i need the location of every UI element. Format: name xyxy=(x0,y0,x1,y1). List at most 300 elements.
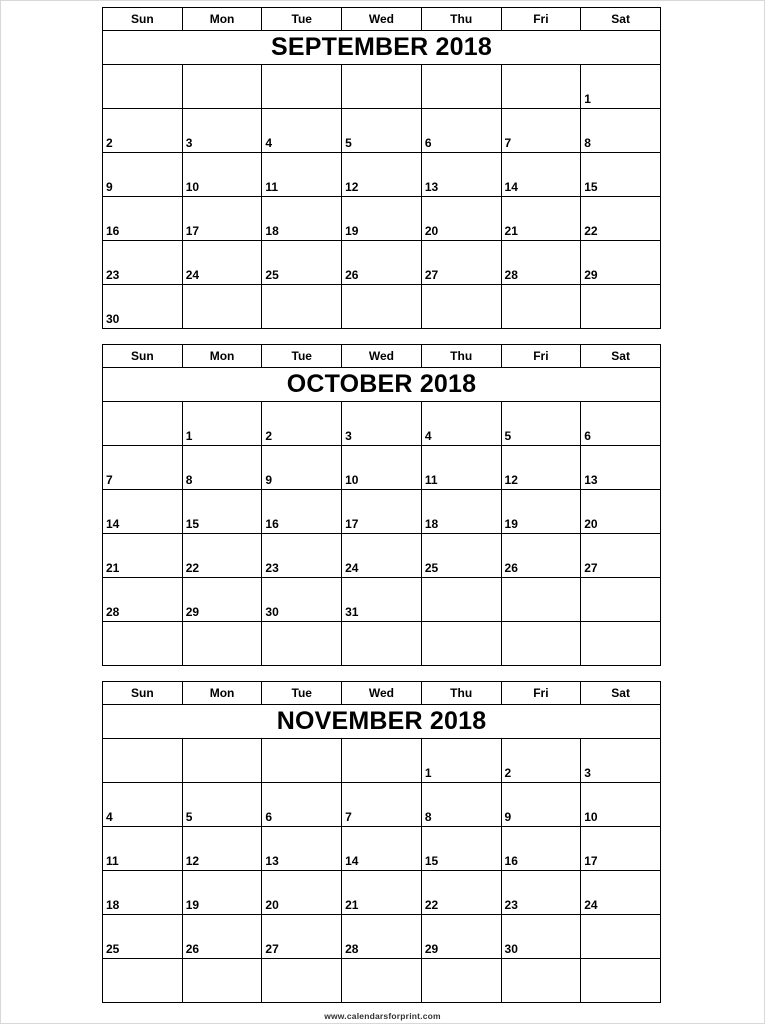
weekday-thu: Thu xyxy=(421,8,501,31)
day-cell xyxy=(421,153,501,197)
day-number xyxy=(342,93,421,108)
day-number: 13 xyxy=(584,473,598,487)
weekday-fri: Fri xyxy=(501,682,581,705)
day-cell xyxy=(342,446,422,490)
week-row xyxy=(103,490,661,534)
day-number: 6 xyxy=(584,429,591,443)
day-number: 17 xyxy=(345,517,359,531)
day-cell xyxy=(581,827,661,871)
day-number: 13 xyxy=(265,854,279,868)
day-number xyxy=(422,606,501,621)
day-cell xyxy=(182,197,262,241)
day-cell xyxy=(421,241,501,285)
day-cell xyxy=(581,871,661,915)
day-cell xyxy=(501,65,581,109)
day-number xyxy=(422,650,501,665)
day-number: 3 xyxy=(345,429,352,443)
day-number xyxy=(103,767,182,782)
day-cell xyxy=(421,783,501,827)
day-number: 30 xyxy=(265,605,279,619)
day-number: 10 xyxy=(584,810,598,824)
day-number: 21 xyxy=(106,561,120,575)
day-cell xyxy=(103,915,183,959)
day-number: 14 xyxy=(345,854,359,868)
day-cell xyxy=(342,827,422,871)
day-number: 7 xyxy=(345,810,352,824)
day-cell xyxy=(421,739,501,783)
day-cell xyxy=(342,578,422,622)
day-cell xyxy=(342,739,422,783)
day-number xyxy=(342,987,421,1002)
day-cell xyxy=(103,446,183,490)
day-cell xyxy=(501,446,581,490)
day-cell xyxy=(501,197,581,241)
day-cell xyxy=(342,241,422,285)
day-number xyxy=(103,93,182,108)
day-cell xyxy=(262,197,342,241)
day-number: 31 xyxy=(345,605,359,619)
day-number xyxy=(183,313,262,328)
day-number: 15 xyxy=(584,180,598,194)
day-number: 8 xyxy=(584,136,591,150)
day-cell xyxy=(182,578,262,622)
week-row xyxy=(103,871,661,915)
day-cell xyxy=(421,197,501,241)
day-cell xyxy=(421,534,501,578)
day-cell xyxy=(342,959,422,1003)
day-cell xyxy=(421,402,501,446)
day-number xyxy=(342,313,421,328)
month-title-row xyxy=(103,31,661,65)
weekday-mon: Mon xyxy=(182,682,262,705)
day-number xyxy=(262,313,341,328)
day-number: 19 xyxy=(185,898,200,912)
day-number xyxy=(342,767,421,782)
week-row xyxy=(103,534,661,578)
day-cell xyxy=(103,153,183,197)
day-number: 25 xyxy=(106,942,120,956)
day-number: 29 xyxy=(424,942,439,956)
month-title-row xyxy=(103,368,661,402)
week-row xyxy=(103,578,661,622)
day-cell xyxy=(182,915,262,959)
weekday-sat: Sat xyxy=(581,682,661,705)
day-cell xyxy=(581,915,661,959)
day-cell xyxy=(342,153,422,197)
day-number: 20 xyxy=(424,224,439,238)
day-number: 8 xyxy=(424,810,432,824)
day-number: 26 xyxy=(185,942,200,956)
day-number: 1 xyxy=(424,766,432,780)
day-number xyxy=(262,987,341,1002)
day-number xyxy=(422,987,501,1002)
calendar-table xyxy=(102,7,661,329)
weekday-wed: Wed xyxy=(342,682,422,705)
day-number: 13 xyxy=(424,180,439,194)
day-number: 28 xyxy=(504,268,518,282)
day-cell xyxy=(262,871,342,915)
day-cell xyxy=(182,402,262,446)
day-number xyxy=(502,650,581,665)
day-number: 11 xyxy=(424,473,438,487)
weekday-tue: Tue xyxy=(262,8,342,31)
day-cell xyxy=(262,402,342,446)
day-cell xyxy=(421,959,501,1003)
day-number: 14 xyxy=(504,180,518,194)
day-number: 23 xyxy=(504,898,518,912)
weekday-thu: Thu xyxy=(421,682,501,705)
day-number: 21 xyxy=(504,224,518,238)
day-number: 15 xyxy=(424,854,439,868)
day-number: 16 xyxy=(265,517,279,531)
weekday-sun: Sun xyxy=(103,8,183,31)
day-number xyxy=(502,93,581,108)
day-number xyxy=(183,987,262,1002)
day-cell xyxy=(262,739,342,783)
day-cell xyxy=(501,285,581,329)
day-cell xyxy=(103,241,183,285)
day-cell xyxy=(581,197,661,241)
day-number xyxy=(103,430,182,445)
day-cell xyxy=(182,65,262,109)
week-row xyxy=(103,402,661,446)
day-number: 7 xyxy=(504,136,512,150)
week-row xyxy=(103,197,661,241)
day-number: 19 xyxy=(504,517,518,531)
day-number: 12 xyxy=(504,473,518,487)
day-cell xyxy=(342,534,422,578)
day-number: 16 xyxy=(106,224,120,238)
day-cell xyxy=(262,446,342,490)
day-cell xyxy=(182,153,262,197)
day-cell xyxy=(421,622,501,666)
week-row xyxy=(103,622,661,666)
day-cell xyxy=(342,622,422,666)
day-cell xyxy=(421,490,501,534)
day-number: 15 xyxy=(185,517,200,531)
day-number xyxy=(183,650,262,665)
weekday-tue: Tue xyxy=(262,682,342,705)
day-cell xyxy=(581,285,661,329)
day-cell xyxy=(103,534,183,578)
day-cell xyxy=(501,490,581,534)
day-cell xyxy=(581,109,661,153)
weekday-fri: Fri xyxy=(501,8,581,31)
day-cell xyxy=(342,285,422,329)
day-number: 10 xyxy=(185,180,200,194)
day-number: 9 xyxy=(265,473,273,487)
day-cell xyxy=(501,783,581,827)
day-number: 2 xyxy=(265,429,273,443)
day-number xyxy=(262,767,341,782)
day-number xyxy=(422,313,501,328)
day-cell xyxy=(182,241,262,285)
day-cell xyxy=(342,402,422,446)
weekday-wed: Wed xyxy=(342,345,422,368)
day-cell xyxy=(501,959,581,1003)
day-cell xyxy=(581,446,661,490)
day-number xyxy=(422,93,501,108)
day-number: 29 xyxy=(584,268,598,282)
day-cell xyxy=(501,827,581,871)
day-cell xyxy=(421,65,501,109)
month-title: OCTOBER 2018 xyxy=(103,368,661,402)
day-cell xyxy=(501,109,581,153)
footer-url: www.calendarsforprint.com xyxy=(324,1011,441,1021)
day-number: 26 xyxy=(504,561,518,575)
day-cell xyxy=(581,490,661,534)
day-number: 30 xyxy=(504,942,518,956)
day-number: 4 xyxy=(424,429,432,443)
day-number: 9 xyxy=(504,810,512,824)
month-calendar-november xyxy=(102,681,661,1003)
week-row xyxy=(103,65,661,109)
day-number xyxy=(502,606,581,621)
week-row xyxy=(103,915,661,959)
day-number xyxy=(262,93,341,108)
day-cell xyxy=(421,446,501,490)
day-cell xyxy=(421,285,501,329)
day-cell xyxy=(103,285,183,329)
weekday-header-row xyxy=(103,8,661,31)
day-cell xyxy=(182,827,262,871)
day-cell xyxy=(262,959,342,1003)
day-number: 30 xyxy=(106,312,120,326)
month-title: SEPTEMBER 2018 xyxy=(103,31,661,65)
day-cell xyxy=(262,915,342,959)
calendar-table xyxy=(102,344,661,666)
day-cell xyxy=(262,285,342,329)
day-number xyxy=(103,987,182,1002)
day-cell xyxy=(182,622,262,666)
day-number: 27 xyxy=(584,561,598,575)
weekday-header-row xyxy=(103,682,661,705)
month-title: NOVEMBER 2018 xyxy=(103,705,661,739)
day-number: 5 xyxy=(504,429,512,443)
weekday-sat: Sat xyxy=(581,8,661,31)
week-row xyxy=(103,241,661,285)
day-cell xyxy=(182,959,262,1003)
day-cell xyxy=(581,241,661,285)
day-cell xyxy=(262,534,342,578)
day-number: 18 xyxy=(106,898,120,912)
day-number: 1 xyxy=(584,92,591,106)
day-cell xyxy=(182,871,262,915)
day-number: 3 xyxy=(584,766,591,780)
day-number: 24 xyxy=(185,268,200,282)
day-number xyxy=(502,987,581,1002)
day-cell xyxy=(421,109,501,153)
day-number xyxy=(262,650,341,665)
day-number: 4 xyxy=(265,136,273,150)
day-cell xyxy=(262,783,342,827)
day-number: 2 xyxy=(106,136,113,150)
day-number: 27 xyxy=(424,268,439,282)
day-number: 17 xyxy=(584,854,598,868)
day-number xyxy=(581,606,660,621)
day-number: 22 xyxy=(424,898,439,912)
day-cell xyxy=(103,739,183,783)
day-number: 16 xyxy=(504,854,518,868)
day-number: 20 xyxy=(584,517,598,531)
week-row xyxy=(103,959,661,1003)
day-number: 19 xyxy=(345,224,359,238)
day-cell xyxy=(501,739,581,783)
day-number xyxy=(581,943,660,958)
day-cell xyxy=(581,783,661,827)
day-cell xyxy=(501,622,581,666)
day-cell xyxy=(342,871,422,915)
day-number: 23 xyxy=(106,268,120,282)
day-number xyxy=(581,650,660,665)
day-number: 21 xyxy=(345,898,359,912)
day-number: 17 xyxy=(185,224,200,238)
day-cell xyxy=(182,285,262,329)
week-row xyxy=(103,739,661,783)
weekday-mon: Mon xyxy=(182,345,262,368)
day-cell xyxy=(581,578,661,622)
weekday-mon: Mon xyxy=(182,8,262,31)
day-cell xyxy=(421,827,501,871)
day-cell xyxy=(103,871,183,915)
day-cell xyxy=(103,959,183,1003)
day-number xyxy=(581,987,660,1002)
day-cell xyxy=(342,65,422,109)
day-number: 28 xyxy=(106,605,120,619)
day-cell xyxy=(501,153,581,197)
day-cell xyxy=(501,915,581,959)
day-cell xyxy=(262,827,342,871)
day-number: 3 xyxy=(185,136,193,150)
day-number: 8 xyxy=(185,473,193,487)
month-calendar-september xyxy=(102,7,661,329)
day-number: 6 xyxy=(265,810,273,824)
month-title-row xyxy=(103,705,661,739)
day-cell xyxy=(581,153,661,197)
day-cell xyxy=(103,197,183,241)
day-cell xyxy=(103,827,183,871)
day-cell xyxy=(103,402,183,446)
day-number: 12 xyxy=(185,854,200,868)
day-cell xyxy=(262,109,342,153)
day-cell xyxy=(103,622,183,666)
week-row xyxy=(103,285,661,329)
day-cell xyxy=(262,490,342,534)
day-number: 24 xyxy=(584,898,598,912)
day-cell xyxy=(182,739,262,783)
day-cell xyxy=(501,402,581,446)
day-cell xyxy=(342,109,422,153)
month-calendar-october xyxy=(102,344,661,666)
day-cell xyxy=(501,578,581,622)
day-number: 5 xyxy=(185,810,193,824)
day-cell xyxy=(581,622,661,666)
day-cell xyxy=(581,65,661,109)
day-cell xyxy=(182,783,262,827)
day-number: 2 xyxy=(504,766,512,780)
day-cell xyxy=(501,241,581,285)
day-cell xyxy=(342,783,422,827)
day-number: 24 xyxy=(345,561,359,575)
day-number: 25 xyxy=(265,268,279,282)
day-cell xyxy=(421,915,501,959)
day-cell xyxy=(501,871,581,915)
day-number: 28 xyxy=(345,942,359,956)
day-number xyxy=(103,650,182,665)
day-number: 12 xyxy=(345,180,359,194)
day-cell xyxy=(581,739,661,783)
day-number: 18 xyxy=(265,224,279,238)
day-cell xyxy=(342,197,422,241)
day-number xyxy=(581,313,660,328)
day-number xyxy=(183,767,262,782)
day-cell xyxy=(342,915,422,959)
day-cell xyxy=(262,622,342,666)
day-cell xyxy=(421,578,501,622)
day-cell xyxy=(581,402,661,446)
day-cell xyxy=(103,65,183,109)
day-number: 18 xyxy=(424,517,439,531)
day-cell xyxy=(182,490,262,534)
day-cell xyxy=(103,578,183,622)
week-row xyxy=(103,827,661,871)
day-number xyxy=(183,93,262,108)
day-cell xyxy=(182,534,262,578)
day-cell xyxy=(262,153,342,197)
day-number: 27 xyxy=(265,942,279,956)
day-number: 9 xyxy=(106,180,113,194)
day-cell xyxy=(262,578,342,622)
weekday-sat: Sat xyxy=(581,345,661,368)
weekday-header-row xyxy=(103,345,661,368)
day-cell xyxy=(103,783,183,827)
day-number: 7 xyxy=(106,473,113,487)
day-number: 29 xyxy=(185,605,200,619)
weekday-wed: Wed xyxy=(342,8,422,31)
weekday-fri: Fri xyxy=(501,345,581,368)
weekday-thu: Thu xyxy=(421,345,501,368)
day-number: 14 xyxy=(106,517,120,531)
weekday-sun: Sun xyxy=(103,345,183,368)
day-number: 23 xyxy=(265,561,279,575)
day-number: 6 xyxy=(424,136,432,150)
day-cell xyxy=(182,109,262,153)
day-number: 10 xyxy=(345,473,359,487)
day-number: 5 xyxy=(345,136,352,150)
day-number: 22 xyxy=(185,561,200,575)
day-number: 11 xyxy=(106,854,119,868)
day-cell xyxy=(501,534,581,578)
day-cell xyxy=(262,65,342,109)
day-number: 26 xyxy=(345,268,359,282)
day-cell xyxy=(103,109,183,153)
day-cell xyxy=(103,490,183,534)
calendar-table xyxy=(102,681,661,1003)
day-number xyxy=(342,650,421,665)
day-cell xyxy=(182,446,262,490)
day-number: 25 xyxy=(424,561,439,575)
week-row xyxy=(103,783,661,827)
day-number: 22 xyxy=(584,224,598,238)
day-number: 4 xyxy=(106,810,113,824)
day-cell xyxy=(262,241,342,285)
week-row xyxy=(103,446,661,490)
day-cell xyxy=(421,871,501,915)
week-row xyxy=(103,153,661,197)
day-number: 1 xyxy=(185,429,193,443)
day-number xyxy=(502,313,581,328)
week-row xyxy=(103,109,661,153)
